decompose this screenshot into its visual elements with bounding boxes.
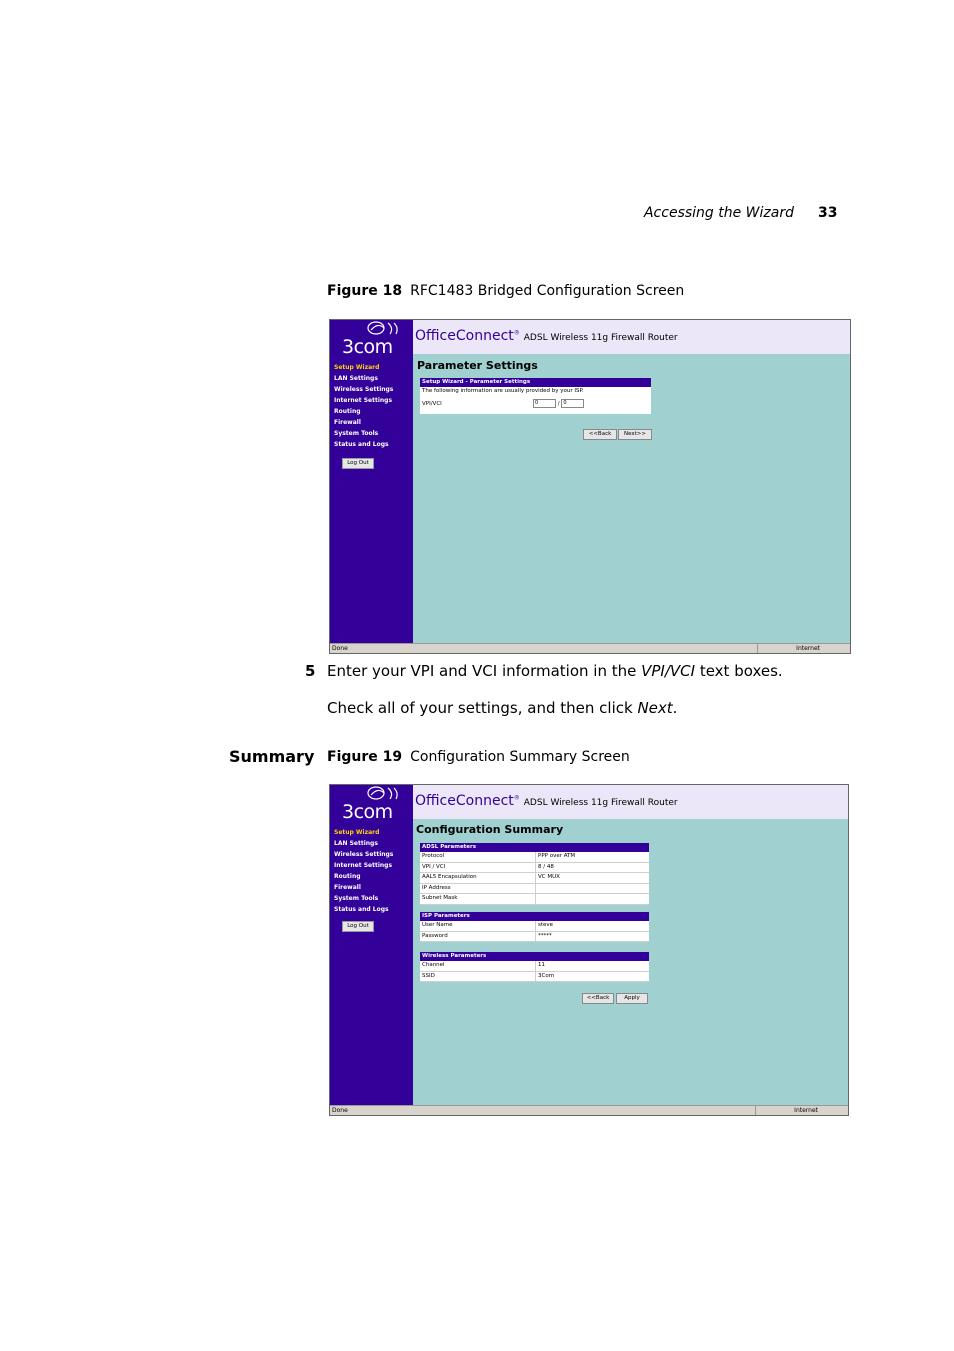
nav-status-logs[interactable]: Status and Logs (334, 441, 389, 448)
nav-system-tools[interactable]: System Tools (334, 430, 379, 437)
summary-row (420, 972, 649, 983)
figure-19-label: Figure 19 (327, 749, 403, 765)
status-zone: Internet (796, 645, 820, 652)
page-title: Parameter Settings (417, 359, 538, 372)
nav-setup-wizard[interactable]: Setup Wizard (334, 829, 380, 836)
panel-header: Setup Wizard - Parameter Settings (420, 378, 651, 387)
figure-19-caption-text: Configuration Summary Screen (410, 749, 630, 765)
apply-button[interactable]: Apply (616, 993, 648, 1004)
page-number: 33 (818, 205, 838, 221)
row-label: Subnet Mask (420, 894, 536, 904)
3com-logo: 3com (342, 801, 393, 823)
nav-system-tools[interactable]: System Tools (334, 895, 379, 902)
row-value: ***** (538, 932, 552, 939)
vpi-input[interactable]: 0 (533, 399, 556, 408)
nav-lan-settings[interactable]: LAN Settings (334, 840, 378, 847)
vpi-vci-label: VPI/VCI (422, 401, 442, 407)
brand-registered: ® (513, 329, 520, 337)
row-label: User Name (420, 921, 536, 931)
next-button[interactable]: Next>> (618, 429, 652, 440)
summary-row (420, 932, 649, 943)
router-nav (334, 827, 393, 915)
step-5-text (327, 662, 783, 680)
logout-button[interactable]: Log Out (342, 458, 374, 469)
step-5-post: text boxes. (695, 662, 783, 680)
row-label: Protocol (420, 852, 536, 862)
row-label: Channel (420, 961, 536, 971)
parameter-panel (420, 378, 651, 414)
vci-input[interactable]: 0 (561, 399, 584, 408)
brand-name: OfficeConnect (415, 328, 514, 344)
summary-heading: Summary (229, 747, 315, 766)
router-topbar (413, 785, 848, 819)
page-title: Configuration Summary (416, 823, 564, 836)
nav-firewall[interactable]: Firewall (334, 419, 361, 426)
row-value: 3Com (538, 972, 555, 979)
check-text (327, 699, 677, 717)
wireless-parameters-panel (420, 952, 649, 982)
nav-routing[interactable]: Routing (334, 408, 361, 415)
summary-row (420, 894, 649, 905)
row-label: Password (420, 932, 536, 942)
summary-row (420, 863, 649, 874)
row-value: PPP over ATM (538, 853, 576, 859)
status-done: Done (332, 1107, 348, 1114)
nav-firewall[interactable]: Firewall (334, 884, 361, 891)
back-button[interactable]: <<Back (582, 993, 614, 1004)
figure-18-caption-text: RFC1483 Bridged Configuration Screen (410, 283, 685, 299)
nav-internet-settings[interactable]: Internet Settings (334, 397, 393, 404)
panel-info: The following information are usually provided by your ISP. (422, 388, 584, 394)
step-5-pre: Enter your VPI and VCI information in the (327, 662, 642, 680)
adsl-parameters-panel (420, 843, 649, 905)
check-post: . (672, 699, 678, 717)
row-label: IP Address (420, 884, 536, 894)
wireless-parameters-header: Wireless Parameters (420, 952, 649, 961)
vpi-vci-row (420, 396, 651, 412)
3com-logo: 3com (342, 336, 393, 358)
step-number: 5 (305, 662, 316, 680)
summary-row (420, 961, 649, 972)
nav-routing[interactable]: Routing (334, 873, 361, 880)
row-value (536, 884, 538, 894)
status-cells (755, 1106, 788, 1115)
nav-status-logs[interactable]: Status and Logs (334, 906, 389, 913)
summary-row (420, 921, 649, 932)
brand-registered: ® (513, 794, 520, 802)
status-zone: Internet (794, 1107, 818, 1114)
figure-18-label: Figure 18 (327, 283, 403, 299)
row-value: steve (538, 922, 554, 928)
row-label: AAL5 Encapsulation (420, 873, 536, 883)
3com-swirl-logo-icon (366, 320, 402, 336)
check-em: Next (637, 699, 673, 717)
status-cells (757, 644, 790, 653)
back-button[interactable]: <<Back (583, 429, 617, 440)
figure-18-screenshot (329, 319, 851, 654)
check-pre: Check all of your settings, and then click (327, 699, 638, 717)
status-done: Done (332, 645, 348, 652)
nav-wireless-settings[interactable]: Wireless Settings (334, 851, 394, 858)
figure-18-caption (327, 283, 684, 299)
nav-internet-settings[interactable]: Internet Settings (334, 862, 393, 869)
summary-row (420, 852, 649, 863)
logout-button[interactable]: Log Out (342, 921, 374, 932)
router-sidebar (330, 320, 413, 644)
figure-19-screenshot (329, 784, 849, 1116)
running-header-title: Accessing the Wizard (643, 205, 794, 221)
row-value: 11 (538, 962, 545, 968)
row-value (536, 894, 538, 904)
row-label: SSID (420, 972, 536, 982)
summary-row (420, 884, 649, 895)
row-value: VC MUX (538, 874, 560, 880)
router-sidebar (330, 785, 413, 1106)
row-value: 8 / 48 (538, 863, 554, 870)
officeconnect-brand (415, 793, 678, 809)
nav-wireless-settings[interactable]: Wireless Settings (334, 386, 394, 393)
isp-parameters-header: ISP Parameters (420, 912, 649, 921)
nav-lan-settings[interactable]: LAN Settings (334, 375, 378, 382)
router-nav (334, 362, 393, 450)
router-topbar (413, 320, 850, 354)
browser-statusbar (330, 1105, 848, 1115)
vpi-vci-separator: / (557, 401, 560, 407)
brand-name: OfficeConnect (415, 793, 514, 809)
3com-swirl-logo-icon (366, 785, 402, 801)
step-5-em: VPI/VCI (641, 662, 696, 680)
product-name: ADSL Wireless 11g Firewall Router (523, 333, 678, 343)
row-label: VPI / VCI (420, 863, 536, 873)
nav-setup-wizard[interactable]: Setup Wizard (334, 364, 380, 371)
summary-row (420, 873, 649, 884)
isp-parameters-panel (420, 912, 649, 942)
figure-19-caption (327, 749, 630, 765)
adsl-parameters-header: ADSL Parameters (420, 843, 649, 852)
product-name: ADSL Wireless 11g Firewall Router (523, 798, 678, 808)
browser-statusbar (330, 643, 850, 653)
officeconnect-brand (415, 328, 678, 344)
